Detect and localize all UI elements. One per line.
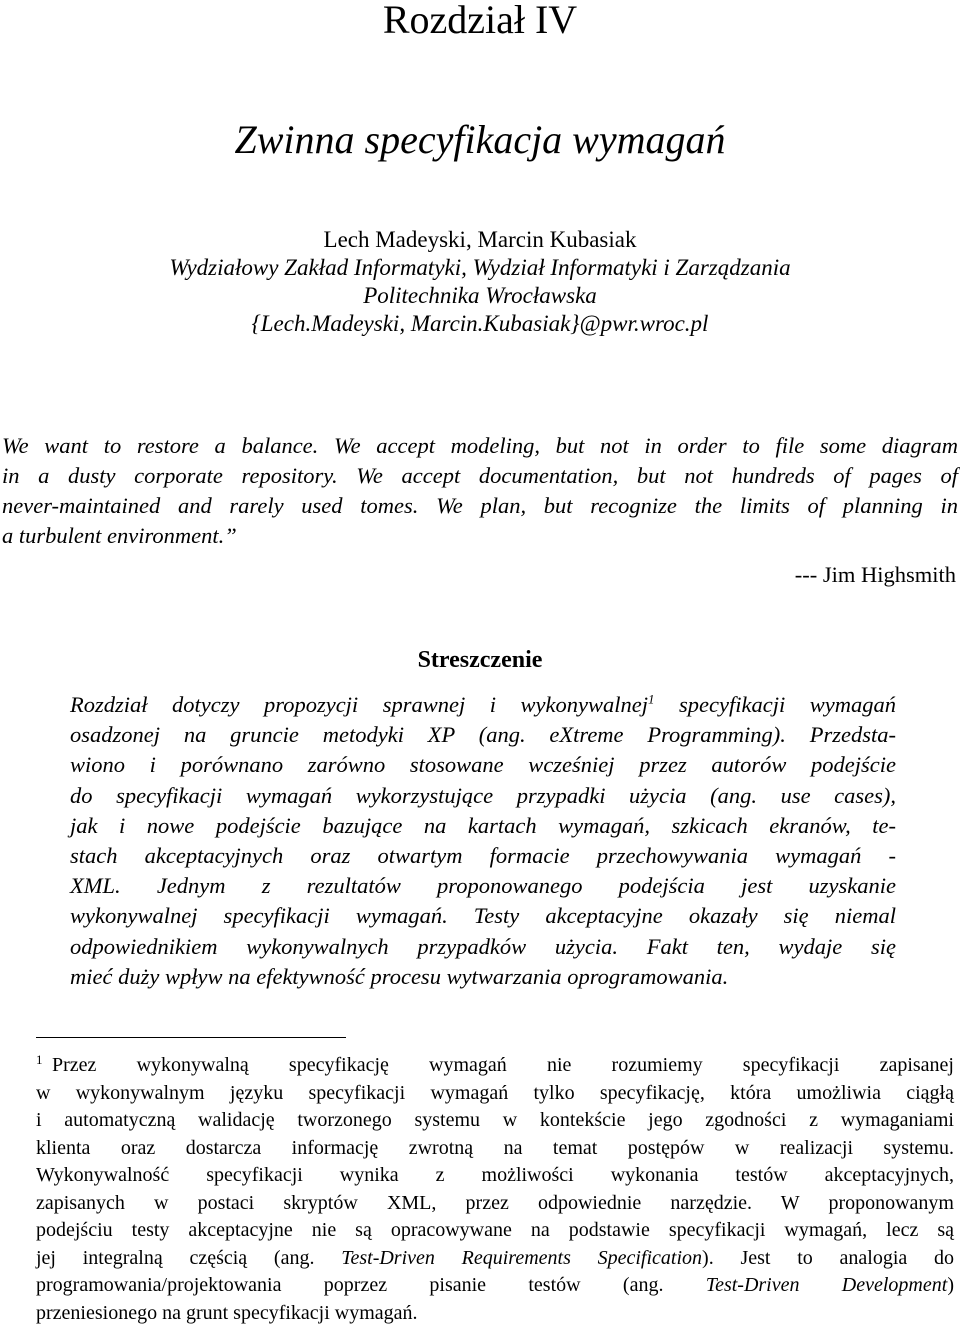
abstract-line: stach akceptacyjnych oraz otwartym formacie przechowywania wymagań - [70, 843, 896, 869]
institution: Politechnika Wrocławska [363, 283, 597, 308]
abstract-line: wiono i porównano zarówno stosowane wcześniej przez autorów podejście [70, 752, 896, 778]
author-block [0, 226, 960, 338]
footnote-separator [36, 1037, 346, 1038]
quote-line: We want to restore a balance. We accept modeling, but not in order to file some diagram [2, 433, 958, 458]
affiliation: Wydziałowy Zakład Informatyki, Wydział Informatyki i Zarządzania [169, 255, 791, 280]
abstract-line: XML. Jednym z rezultatów proponowanego podejścia jest uzyskanie [70, 873, 896, 899]
quote-line: never-maintained and rarely used tomes. We plan, but recognize the limits of planning in [2, 493, 958, 518]
abstract-line: osadzonej na gruncie metodyki XP (ang. eXtreme Programming). Przedsta- [70, 722, 896, 748]
quote-author: --- Jim Highsmith [794, 562, 956, 587]
footnote-mark: 1 [36, 1052, 43, 1067]
chapter-title: Zwinna specyfikacja wymagań [234, 117, 726, 162]
footnote-line: Wykonywalność specyfikacji wynika z możliwości wykonania testów akceptacyjnych, [36, 1164, 954, 1186]
abstract-line: mieć duży wpływ na efektywność procesu wytwarzania oprogramowania. [70, 963, 729, 989]
abstract-text [70, 690, 896, 992]
quote-line: in a dusty corporate repository. We accept documentation, but not hundreds of pages of [2, 463, 958, 488]
abstract-heading: Streszczenie [417, 647, 543, 673]
email: {Lech.Madeyski, Marcin.Kubasiak}@pwr.wroc.pl [251, 311, 709, 336]
epigraph-quote [2, 431, 958, 551]
footnote-line: przeniesionego na grunt specyfikacji wymagań. [36, 1301, 418, 1324]
abstract-line: wykonywalnej specyfikacji wymagań. Testy akceptacyjne okazały się niemal [70, 903, 896, 929]
abstract-line: jak i nowe podejście bazujące na kartach wymagań, szkicach ekranów, te- [70, 812, 896, 838]
footnote-line: jej integralną częścią (ang. Test-Driven Requirements Specification). Jest to analogia do [36, 1246, 954, 1269]
footnote-line: zapisanych w postaci skryptów XML, przez odpowiednie narzędzie. W proponowanym [36, 1191, 954, 1214]
footnote [36, 1052, 954, 1327]
authors: Lech Madeyski, Marcin Kubasiak [323, 227, 637, 252]
abstract-line: Rozdział dotyczy propozycji sprawnej i wykonywalnej$^1$ specyfikacji wymagań [70, 691, 896, 717]
chapter-heading: Rozdział IV [382, 0, 578, 42]
quote-line: a turbulent environment.” [2, 523, 237, 548]
footnote-line: programowania/projektowania poprzez pisanie testów (ang. Test-Driven Development) [36, 1274, 954, 1296]
abstract-line: odpowiednikiem wykonywalnych przypadków użycia. Fakt ten, wydaje się [70, 933, 896, 959]
footnote-line: klienta oraz dostarcza informację zwrotną na temat postępów w realizacji systemu. [36, 1136, 954, 1159]
footnote-line: w wykonywalnym języku specyfikacji wymagań tylko specyfikację, która umożliwia ciągłą [36, 1081, 954, 1104]
footnote-ref: 1 [648, 691, 655, 707]
footnote-line: podejściu testy akceptacyjne nie są opracowywane na podstawie specyfikacji wymagań, lecz są [36, 1219, 954, 1241]
footnote-line: i automatyczną walidację tworzonego systemu w kontekście jego zgodności z wymaganiami [36, 1109, 954, 1131]
footnote-line: Przez wykonywalną specyfikację wymagań nie rozumiemy specyfikacji zapisanej [52, 1054, 954, 1076]
abstract-line: do specyfikacji wymagań wykorzystujące przypadki użycia (ang. use cases), [70, 782, 896, 808]
